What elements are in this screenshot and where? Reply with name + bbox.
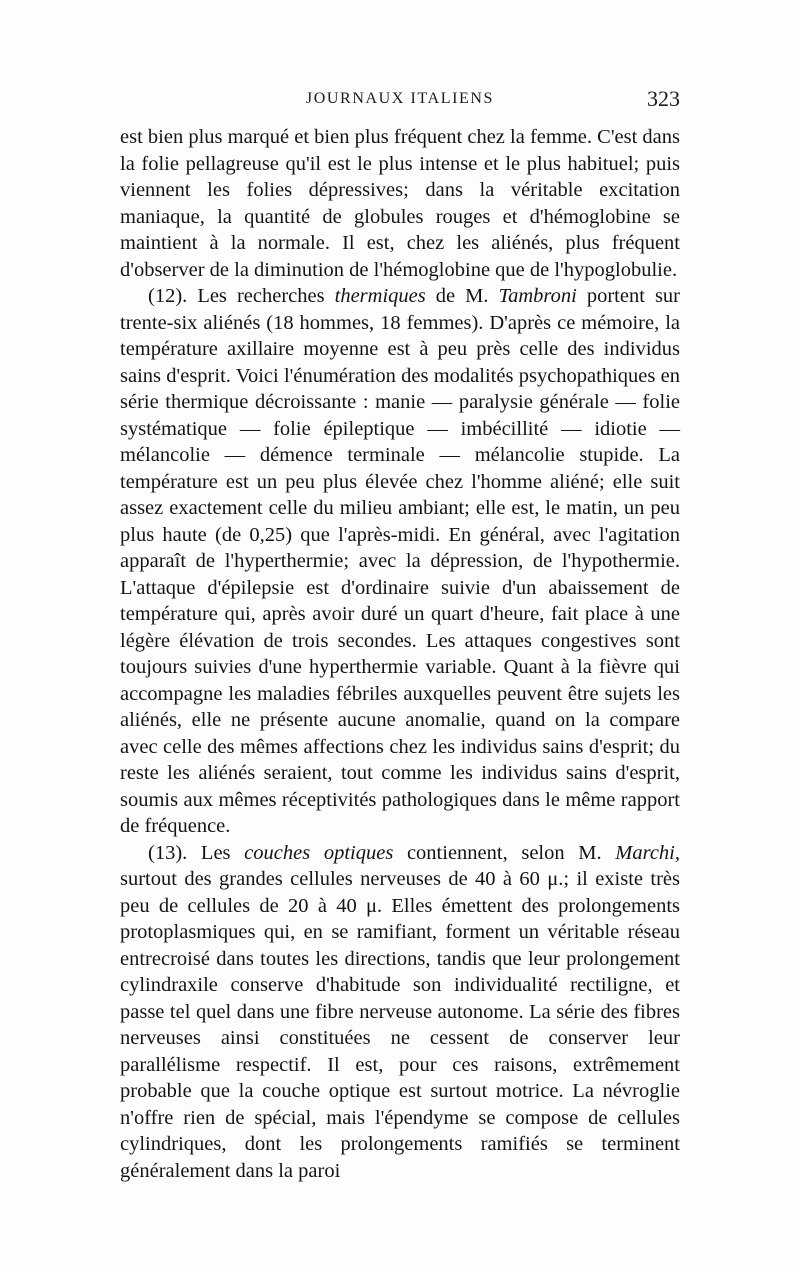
italic-term-thermiques: thermiques [334,285,426,307]
paragraph-continuation [120,124,680,283]
text-run: portent sur trente-six aliénés (18 hommes, 18 femmes). D'après ce mémoire, la température axillaire moyenne est à peu près celle des individus sains d'esprit. Voici l'énumération des modalités psychopathiques en série thermique décroissante : manie — paralysie générale — folie systématique — folie épileptique — imbécillité — idiotie — mélancolie — démence terminale — mélancolie stupide. La température est un peu plus élevée chez l'homme aliéné; elle suit assez exactement celle du milieu ambiant; elle est, le matin, un peu plus haute (de 0,25) que l'après-midi. En général, avec l'agitation apparaît de l'hyperthermie; avec la dépression, de l'hypothermie. L'attaque d'épilepsie est d'ordinaire suivie d'un abaissement de température qui, après avoir duré un quart d'heure, fait place à une légère élévation de trois secondes. Les attaques congestives sont toujours suivies d'une hyperthermie variable. Quant à la fièvre qui accompagne les maladies fébriles auxquelles peuvent être sujets les aliénés, elle ne présente aucune anomalie, quand on la compare avec celle des mêmes affections chez les individus sains d'esprit; du reste les aliénés seraient, tout comme les individus sains d'esprit, soumis aux mêmes réceptivités pathologiques dans le même rapport de fréquence. [120,285,681,837]
italic-author-tambroni: Tambroni [498,285,577,307]
italic-author-marchi: Marchi, [615,841,680,864]
page-number: 323 [647,86,680,111]
text-run: contiennent, selon M. [393,841,616,864]
text-run: (12). Les recherches [148,285,335,307]
italic-term-couches-optiques: couches optiques [244,841,394,864]
paragraph-section-12 [120,283,680,840]
text-run: est bien plus marqué et bien plus fréquent chez la femme. C'est dans la folie pellagreuse qu'il est le plus intense et le plus habituel; puis viennent les folies dépressives; dans la véritable excitation maniaque, la quantité de globules rouges et d'hémoglobine se maintient à la normale. Il est, chez les aliénés, plus fréquent d'observer de la diminution de l'hémoglobine que de l'hypoglobulie. [120,126,680,281]
text-run: de M. [425,285,499,307]
running-title: JOURNAUX ITALIENS [305,90,495,107]
text-run: surtout des grandes cellules nerveuses de 40 à 60 μ.; il existe très peu de cellules de 20 à 40 μ. Elles émettent des prolongements protoplasmiques qui, en se ramifiant, forment un véritable réseau entrecroisé dans toutes les directions, tandis que leur prolongement cylindraxile conserve d'habitude son individualité rectiligne, et passe tel quel dans une fibre nerveuse autonome. La série des fibres nerveuses ainsi constituées ne cessent de conserver leur parallélisme respectif. Il est, pour ces raisons, extrêmement probable que la couche optique est surtout motrice. La névroglie n'offre rien de spécial, mais l'épendyme se compose de cellules cylindriques, dont les prolongements ramifiés se terminent généralement dans la paroi [120,868,680,1182]
text-run: (13). Les [148,841,245,864]
paragraph-section-13 [120,840,680,1185]
running-header [120,86,680,116]
body-text [120,124,680,1184]
